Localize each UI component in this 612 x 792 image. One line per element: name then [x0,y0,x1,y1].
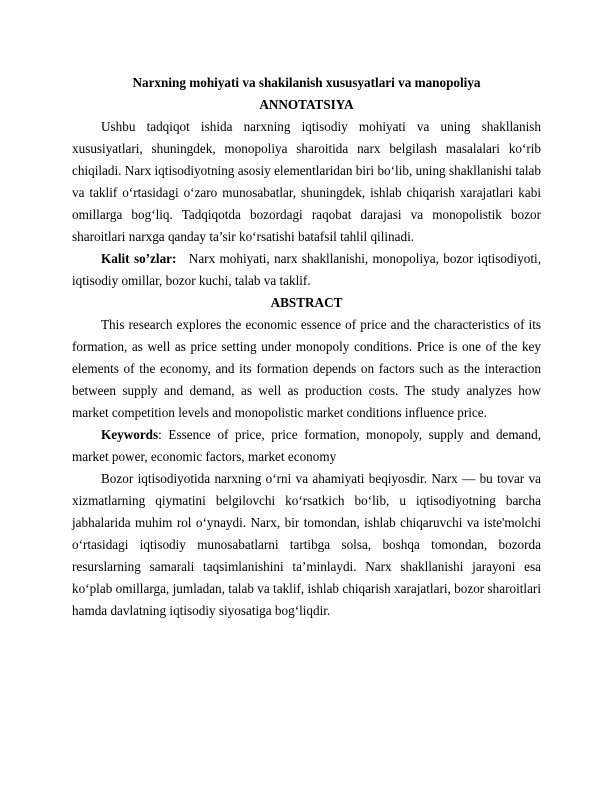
page [72,72,541,622]
annotation-heading: ANNOTATSIYA [259,97,354,112]
body-paragraph: Bozor iqtisodiyotida narxning o‘rni va ahamiyati beqiyosdir. Narx — bu tovar va xizmatlarning qiymatini belgilovchi ko‘rsatkich bo‘lib, u iqtisodiyotning barcha jabhalarida muhim rol o‘ynaydi. Narx, bir tomondan, ishlab chiqaruvchi va iste'molchi o‘rtasidagi iqtisodiy munosabatlarni tartibga solsa, boshqa tomondan, bozorda resurslarning samarali taqsimlanishini ta’minlaydi. Narx shakllanishi jarayoni esa ko‘plab omillarga, jumladan, talab va taklif, ishlab chiqarish xarajatlari, bozor sharoitlari hamda davlatning iqtisodiy siyosatiga bog‘liqdir. [72,471,541,618]
abstract-keywords-label: Keywords [101,427,159,442]
abstract-keywords [72,424,541,468]
annotation-keywords [72,248,541,292]
annotation-paragraph: Ushbu tadqiqot ishida narxning iqtisodiy mohiyati va uning shakllanish xususiyatlari, shuningdek, monopoliya sharoitida narx belgilash masalalari ko‘rib chiqiladi. Narx iqtisodiyotning asosiy elementlaridan biri bo‘lib, uning shakllanishi talab va taklif o‘rtasidagi o‘zaro munosabatlar, shuningdek, ishlab chiqarish xarajatlari kabi omillarga bog‘liq. Tadqiqotda bozordagi raqobat darajasi va monopolistik bozor sharoitlari narxga qanday ta’sir ko‘rsatishi batafsil tahlil qilinadi. [72,119,541,244]
abstract-heading: ABSTRACT [270,295,343,310]
abstract-paragraph: This research explores the economic essence of price and the characteristics of its formation, as well as price setting under monopoly conditions. Price is one of the key elements of the economy, and its formation depends on factors such as the interaction between supply and demand, as well as production costs. The study analyzes how market competition levels and monopolistic market conditions influence price. [72,317,541,420]
abstract-keywords-text: : Essence of price, price formation, monopoly, supply and demand, market power, economic factors, market economy [72,427,541,464]
annotation-keywords-text: Narx mohiyati, narx shakllanishi, monopoliya, bozor iqtisodiyoti, iqtisodiy omillar, bozor kuchi, talab va taklif. [72,251,542,288]
paper-title: Narxning mohiyati va shakilanish xususyatlari va manopoliya [132,75,481,90]
annotation-keywords-label: Kalit so’zlar: [101,251,177,266]
